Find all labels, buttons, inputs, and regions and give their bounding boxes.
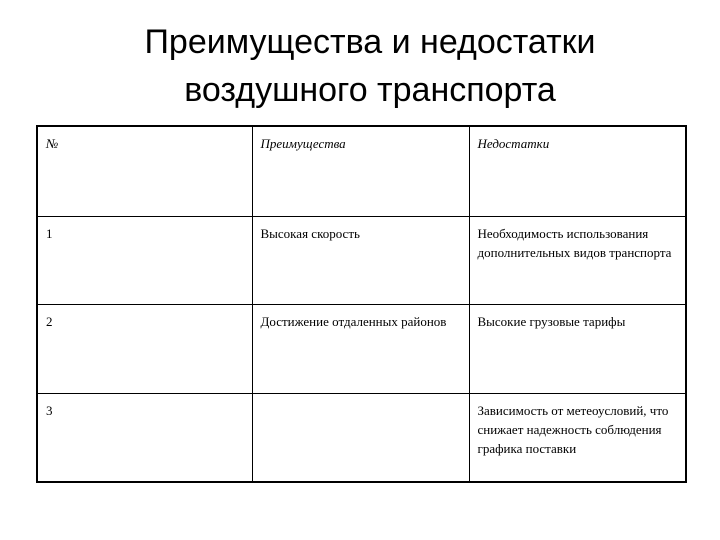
row-number: 1 (37, 216, 252, 304)
header-advantages: Преимущества (252, 126, 469, 216)
slide-title (60, 18, 680, 114)
slide-title-line-1: Преимущества и недостатки (144, 23, 596, 61)
table-row (37, 216, 686, 304)
row-number: 3 (37, 393, 252, 482)
disadvantage-cell: Высокие грузовые тарифы (469, 304, 686, 393)
table-header-row (37, 126, 686, 216)
comparison-table (36, 125, 687, 483)
header-disadvantages: Недостатки (469, 126, 686, 216)
table-row (37, 304, 686, 393)
advantage-cell: Высокая скорость (252, 216, 469, 304)
header-number: № (37, 126, 252, 216)
row-number: 2 (37, 304, 252, 393)
table-row (37, 393, 686, 482)
slide-title-line-2: воздушного транспорта (184, 71, 556, 109)
advantage-cell (252, 393, 469, 482)
advantage-cell: Достижение отдаленных районов (252, 304, 469, 393)
disadvantage-cell: Необходимость использования дополнительных видов транспорта (469, 216, 686, 304)
disadvantage-cell: Зависимость от метеоусловий, что снижает надежность соблюдения графика поставки (469, 393, 686, 482)
